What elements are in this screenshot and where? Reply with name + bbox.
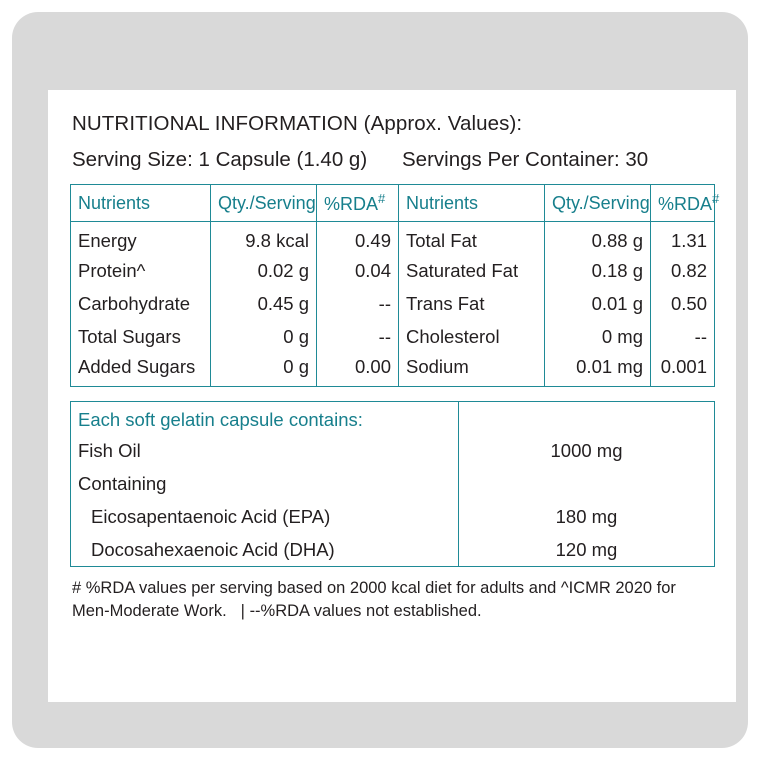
capsule-contents-heading-row — [71, 402, 715, 435]
nutrient-name: Carbohydrate — [71, 288, 211, 321]
column-header-qty-right: Qty./Serving — [545, 185, 651, 222]
nutrient-rda: 0.49 — [317, 222, 399, 255]
nutrient-qty: 9.8 kcal — [211, 222, 317, 255]
table-row — [71, 354, 715, 387]
nutrient-name: Added Sugars — [71, 354, 211, 387]
serving-info — [70, 136, 714, 182]
rda-footnote-marker: # — [378, 191, 386, 206]
table-row — [71, 321, 715, 354]
footnote — [70, 567, 724, 624]
column-header-nutrients-left: Nutrients — [71, 185, 211, 222]
nutrient-qty: 0.18 g — [545, 255, 651, 288]
nutrient-qty: 0 g — [211, 354, 317, 387]
nutrient-qty: 0 g — [211, 321, 317, 354]
nutrient-rda: 0.001 — [651, 354, 715, 387]
column-header-qty-left: Qty./Serving — [211, 185, 317, 222]
footnote-line-2-part-a: Men-Moderate Work. — [72, 602, 227, 621]
nutrient-name: Total Fat — [399, 222, 545, 255]
ingredient-name: Containing — [71, 468, 459, 501]
list-item — [71, 534, 715, 567]
nutrient-rda: -- — [317, 288, 399, 321]
nutrient-name: Saturated Fat — [399, 255, 545, 288]
ingredient-name: Fish Oil — [71, 435, 459, 468]
nutrient-rda: 1.31 — [651, 222, 715, 255]
column-header-rda-right: %RDA# — [651, 185, 715, 222]
ingredient-amount: 180 mg — [459, 501, 715, 534]
nutrient-rda: -- — [651, 321, 715, 354]
serving-size: Serving Size: 1 Capsule (1.40 g) — [72, 148, 368, 171]
footnote-line-2-part-b: --%RDA values not established. — [249, 602, 482, 621]
nutrient-rda: -- — [317, 321, 399, 354]
ingredient-name: Eicosapentaenoic Acid (EPA) — [71, 501, 459, 534]
footnote-line-1: # %RDA values per serving based on 2000 kcal diet for adults and ^ICMR 2020 for — [72, 579, 676, 597]
page-title: NUTRITIONAL INFORMATION (Approx. Values): — [72, 112, 523, 135]
servings-per-container-value: 30 — [625, 148, 649, 171]
nutrient-rda: 0.82 — [651, 255, 715, 288]
nutrient-qty: 0.01 g — [545, 288, 651, 321]
ingredient-amount — [459, 468, 715, 501]
nutrient-rda: 0.50 — [651, 288, 715, 321]
nutrient-qty: 0.45 g — [211, 288, 317, 321]
nutrient-qty: 0.01 mg — [545, 354, 651, 387]
table-header-row — [71, 185, 715, 222]
ingredient-name: Docosahexaenoic Acid (DHA) — [71, 534, 459, 567]
nutrients-table — [70, 184, 720, 387]
nutrient-name: Sodium — [399, 354, 545, 387]
serving-size-value: 1 Capsule (1.40 g) — [198, 148, 368, 171]
nutrition-label-card — [48, 90, 736, 702]
column-header-rda-left: %RDA# — [317, 185, 399, 222]
nutrient-name: Trans Fat — [399, 288, 545, 321]
column-header-nutrients-right: Nutrients — [399, 185, 545, 222]
nutrient-name: Energy — [71, 222, 211, 255]
list-item — [71, 435, 715, 468]
ingredient-amount: 1000 mg — [459, 435, 715, 468]
list-item — [71, 501, 715, 534]
servings-per-container: Servings Per Container: 30 — [402, 148, 649, 171]
nutrient-qty: 0.88 g — [545, 222, 651, 255]
capsule-contents-table — [70, 401, 715, 567]
footnote-divider: | — [240, 602, 245, 621]
rda-footnote-marker: # — [712, 191, 720, 206]
nutrient-rda: 0.00 — [317, 354, 399, 387]
nutrient-qty: 0.02 g — [211, 255, 317, 288]
servings-per-container-label: Servings Per Container — [402, 148, 614, 171]
nutrient-rda: 0.04 — [317, 255, 399, 288]
nutrient-qty: 0 mg — [545, 321, 651, 354]
table-row — [71, 222, 715, 255]
table-row — [71, 288, 715, 321]
capsule-contents-heading-blank — [459, 402, 715, 435]
label-panel — [12, 12, 748, 748]
list-item — [71, 468, 715, 501]
ingredient-amount: 120 mg — [459, 534, 715, 567]
serving-size-label: Serving Size — [72, 148, 188, 171]
nutrient-name: Cholesterol — [399, 321, 545, 354]
footnote-line-2 — [72, 600, 722, 623]
table-row — [71, 255, 715, 288]
nutrient-name: Protein^ — [71, 255, 211, 288]
capsule-contents-heading: Each soft gelatin capsule contains: — [71, 402, 459, 435]
nutrient-name: Total Sugars — [71, 321, 211, 354]
